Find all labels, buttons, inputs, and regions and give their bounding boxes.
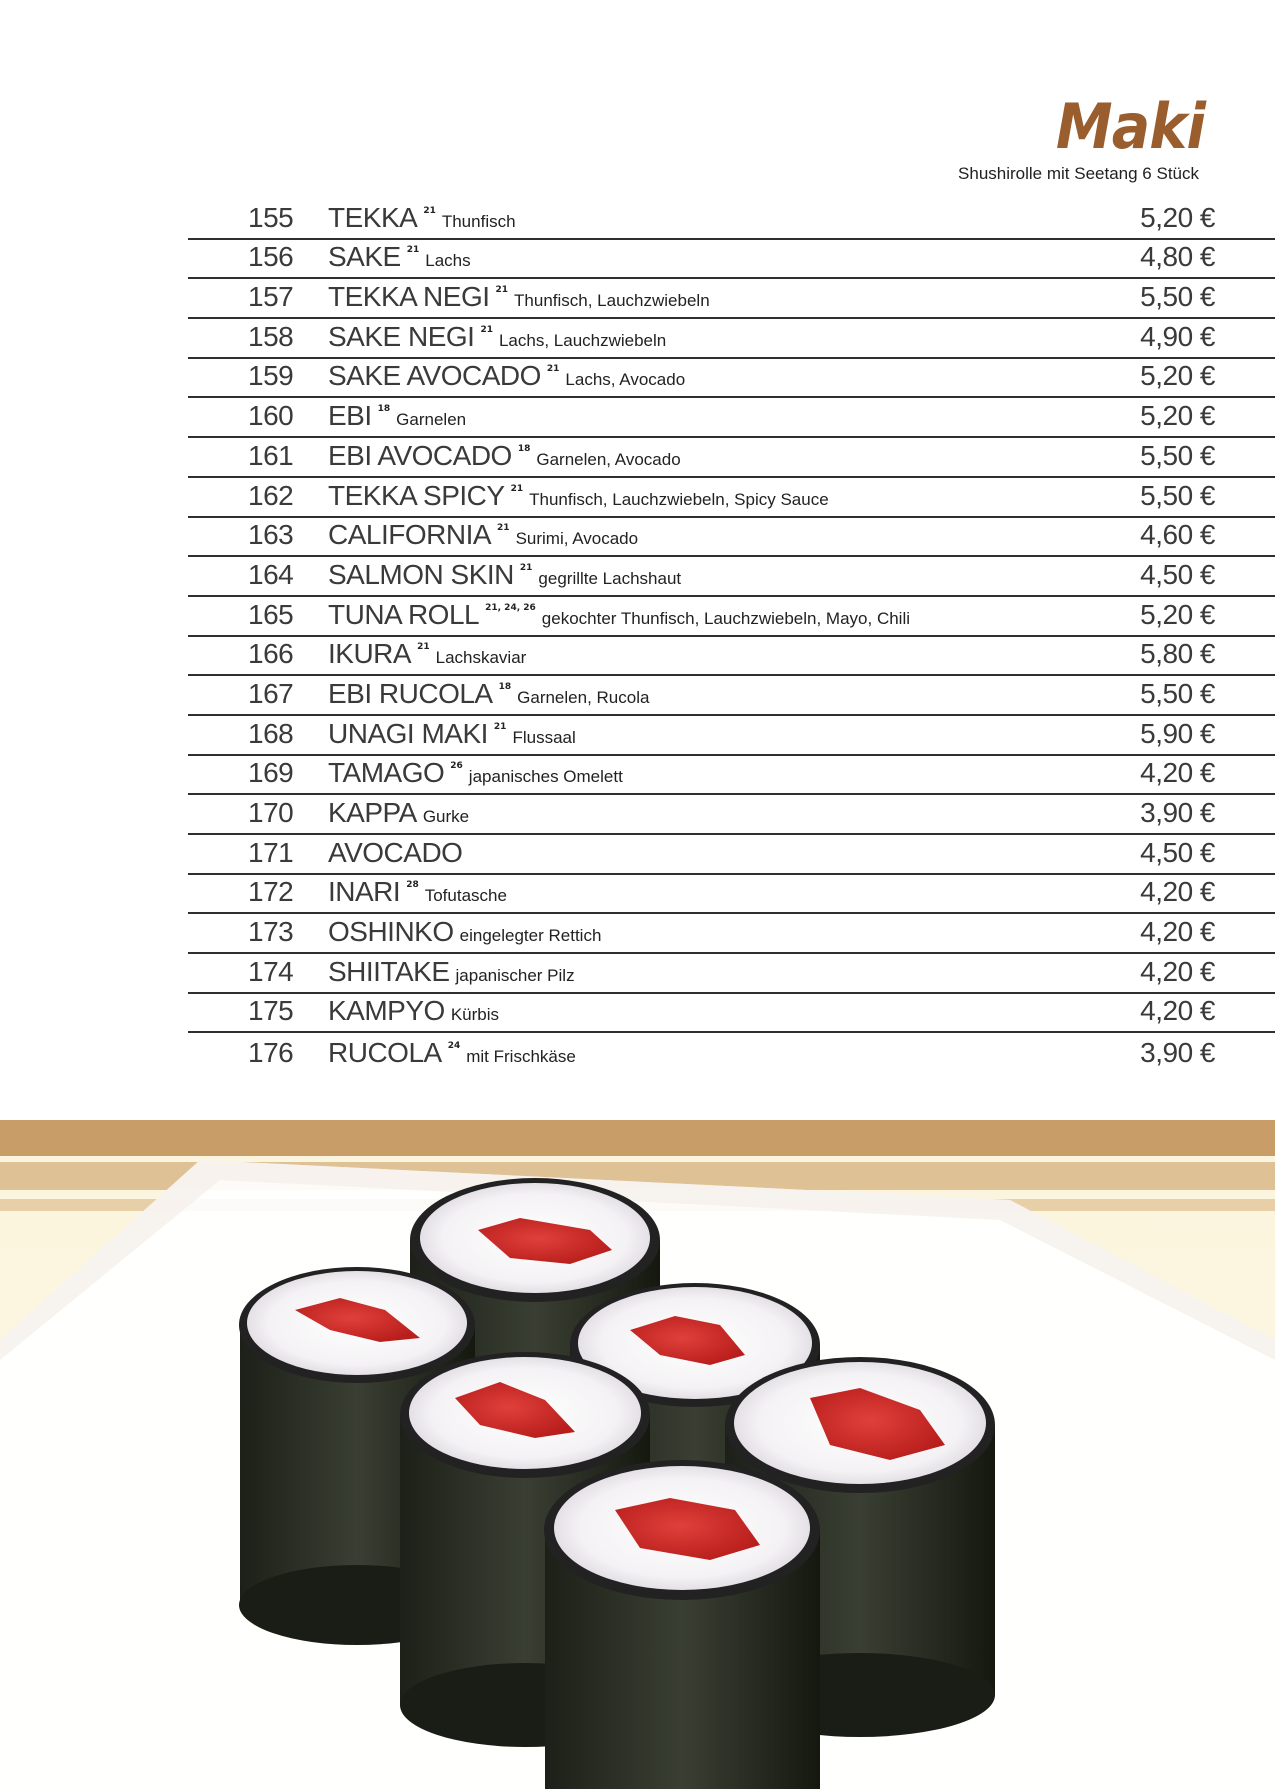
menu-item-169 xyxy=(188,756,1275,796)
item-price: 4,60 € xyxy=(1140,519,1215,551)
item-price: 5,50 € xyxy=(1140,677,1215,709)
item-label xyxy=(328,956,575,988)
item-name: IKURA xyxy=(328,638,412,670)
menu-item-157 xyxy=(188,279,1275,319)
item-name: TUNA ROLL xyxy=(328,598,480,630)
item-name: EBI RUCOLA xyxy=(328,677,493,709)
menu-item-155 xyxy=(188,200,1275,240)
allergen-codes: 21 xyxy=(480,324,493,335)
item-label xyxy=(328,837,462,869)
item-name: UNAGI MAKI xyxy=(328,717,488,749)
item-name: OSHINKO xyxy=(328,916,454,948)
page-title: Maki xyxy=(1055,90,1205,163)
allergen-codes: 21 xyxy=(519,562,533,573)
item-name: EBI xyxy=(328,400,372,432)
item-number: 157 xyxy=(248,281,294,313)
item-label xyxy=(328,638,526,670)
item-name: TEKKA SPICY xyxy=(328,479,505,511)
item-label xyxy=(328,718,576,750)
item-description: Surimi, Avocado xyxy=(515,529,639,549)
menu-item-160 xyxy=(188,398,1275,438)
item-label xyxy=(328,995,499,1027)
allergen-codes: 21, 24, 26 xyxy=(485,602,536,613)
menu-header xyxy=(958,90,1205,184)
allergen-codes: 21 xyxy=(546,364,560,375)
item-description: Garnelen, Rucola xyxy=(517,687,650,707)
allergen-codes: 18 xyxy=(498,681,512,692)
item-label xyxy=(328,281,710,313)
menu-item-161 xyxy=(188,438,1275,478)
item-label xyxy=(328,1037,576,1069)
allergen-codes: 26 xyxy=(450,761,463,772)
item-price: 3,90 € xyxy=(1140,797,1215,828)
menu-list xyxy=(188,200,1275,1073)
item-price: 5,20 € xyxy=(1140,598,1215,630)
menu-item-158 xyxy=(188,319,1275,359)
item-description: Flussaal xyxy=(512,727,576,747)
menu-item-162 xyxy=(188,478,1275,518)
menu-item-176 xyxy=(188,1033,1275,1073)
item-price: 4,20 € xyxy=(1140,955,1215,987)
item-label xyxy=(328,440,681,472)
item-label xyxy=(328,876,507,908)
item-price: 4,50 € xyxy=(1140,558,1215,590)
item-price: 5,50 € xyxy=(1140,479,1215,511)
item-description: gegrillte Lachshaut xyxy=(538,568,682,588)
allergen-codes: 18 xyxy=(517,443,531,454)
item-description: Lachs, Avocado xyxy=(565,370,686,390)
item-name: SAKE xyxy=(328,241,401,273)
item-description: japanischer Pilz xyxy=(455,965,575,985)
item-label xyxy=(328,400,466,432)
item-number: 158 xyxy=(248,320,294,352)
item-number: 175 xyxy=(248,995,294,1027)
item-number: 172 xyxy=(248,876,294,908)
allergen-codes: 21 xyxy=(497,523,510,534)
item-name: SAKE AVOCADO xyxy=(328,360,541,392)
item-label xyxy=(328,757,623,789)
item-price: 4,20 € xyxy=(1140,876,1215,908)
item-name: SALMON SKIN xyxy=(328,558,514,590)
item-number: 165 xyxy=(248,598,294,630)
allergen-codes: 21 xyxy=(406,245,420,256)
menu-item-167 xyxy=(188,676,1275,716)
menu-item-175 xyxy=(188,994,1275,1034)
item-name: INARI xyxy=(328,876,401,908)
item-description: gekochter Thunfisch, Lauchzwiebeln, Mayo, Chili xyxy=(541,608,911,628)
page-subtitle: Shushirolle mit Seetang 6 Stück xyxy=(958,164,1199,183)
item-name: TAMAGO xyxy=(328,757,445,789)
item-number: 161 xyxy=(248,439,294,471)
item-description: Lachs, Lauchzwiebeln xyxy=(498,330,667,350)
item-label xyxy=(328,559,681,591)
item-description: Thunfisch, Lauchzwiebeln xyxy=(514,291,710,311)
item-description: Thunfisch, Lauchzwiebeln, Spicy Sauce xyxy=(529,489,829,509)
item-label xyxy=(328,599,910,631)
item-description: Garnelen xyxy=(396,410,467,430)
menu-item-163 xyxy=(188,518,1275,558)
menu-item-166 xyxy=(188,637,1275,677)
item-label xyxy=(328,797,469,829)
item-number: 156 xyxy=(248,241,294,273)
menu-item-159 xyxy=(188,359,1275,399)
allergen-codes: 21 xyxy=(493,721,507,732)
item-description: Lachskaviar xyxy=(435,648,527,668)
item-description: eingelegter Rettich xyxy=(459,926,602,946)
menu-item-156 xyxy=(188,240,1275,280)
item-description: Thunfisch xyxy=(441,211,516,231)
item-price: 5,20 € xyxy=(1140,360,1215,392)
item-number: 176 xyxy=(248,1037,294,1069)
item-description: Kürbis xyxy=(450,1005,499,1025)
item-price: 5,50 € xyxy=(1140,281,1215,313)
item-label xyxy=(328,678,649,710)
item-price: 5,20 € xyxy=(1140,201,1215,233)
item-number: 169 xyxy=(248,757,294,789)
item-description: Garnelen, Avocado xyxy=(536,449,681,469)
item-name: KAMPYO xyxy=(328,995,445,1027)
item-number: 171 xyxy=(248,836,294,868)
item-price: 5,50 € xyxy=(1140,439,1215,471)
item-number: 174 xyxy=(248,955,294,987)
allergen-codes: 18 xyxy=(377,404,391,415)
item-name: SHIITAKE xyxy=(328,955,450,987)
item-price: 5,80 € xyxy=(1140,638,1215,670)
item-price: 4,20 € xyxy=(1140,995,1215,1027)
item-number: 163 xyxy=(248,519,294,551)
item-number: 166 xyxy=(248,638,294,670)
allergen-codes: 28 xyxy=(406,880,419,891)
item-name: KAPPA xyxy=(328,797,417,828)
item-label xyxy=(328,916,601,948)
item-number: 164 xyxy=(248,558,294,590)
menu-item-172 xyxy=(188,875,1275,915)
item-description: Tofutasche xyxy=(424,886,507,906)
item-number: 162 xyxy=(248,479,294,511)
decorative-stripe xyxy=(0,1120,1275,1156)
item-name: CALIFORNIA xyxy=(328,519,492,551)
item-number: 173 xyxy=(248,916,294,948)
item-name: TEKKA xyxy=(328,201,418,233)
item-price: 5,90 € xyxy=(1140,717,1215,749)
item-name: EBI AVOCADO xyxy=(328,439,512,471)
item-price: 4,90 € xyxy=(1140,320,1215,352)
item-price: 4,80 € xyxy=(1140,241,1215,273)
item-number: 155 xyxy=(248,201,294,233)
menu-item-165 xyxy=(188,597,1275,637)
menu-item-174 xyxy=(188,954,1275,994)
item-label xyxy=(328,480,829,512)
menu-item-171 xyxy=(188,835,1275,875)
allergen-codes: 21 xyxy=(510,483,524,494)
item-number: 168 xyxy=(248,717,294,749)
item-label xyxy=(328,241,471,273)
item-label xyxy=(328,202,516,234)
item-label xyxy=(328,519,638,551)
item-price: 3,90 € xyxy=(1140,1037,1215,1069)
allergen-codes: 21 xyxy=(417,642,430,653)
item-price: 5,20 € xyxy=(1140,400,1215,432)
item-name: AVOCADO xyxy=(328,836,463,868)
item-number: 159 xyxy=(248,360,294,392)
menu-item-164 xyxy=(188,557,1275,597)
item-number: 170 xyxy=(248,797,294,828)
item-name: TEKKA NEGI xyxy=(328,281,490,313)
item-label xyxy=(328,360,685,392)
item-number: 160 xyxy=(248,400,294,432)
menu-item-168 xyxy=(188,716,1275,756)
item-number: 167 xyxy=(248,677,294,709)
item-price: 4,50 € xyxy=(1140,836,1215,868)
item-label xyxy=(328,321,666,353)
maki-sushi-photo xyxy=(0,1160,1275,1789)
item-price: 4,20 € xyxy=(1140,757,1215,789)
item-description: Gurke xyxy=(422,807,470,826)
item-description: mit Frischkäse xyxy=(466,1047,576,1067)
item-description: japanisches Omelett xyxy=(468,767,623,787)
item-name: RUCOLA xyxy=(328,1037,442,1069)
item-price: 4,20 € xyxy=(1140,916,1215,948)
menu-item-170 xyxy=(188,795,1275,835)
allergen-codes: 21 xyxy=(423,205,436,216)
allergen-codes: 21 xyxy=(495,285,509,296)
allergen-codes: 24 xyxy=(447,1041,461,1052)
item-description: Lachs xyxy=(425,251,471,271)
maki-piece xyxy=(544,1460,820,1789)
menu-item-173 xyxy=(188,914,1275,954)
item-name: SAKE NEGI xyxy=(328,320,475,352)
